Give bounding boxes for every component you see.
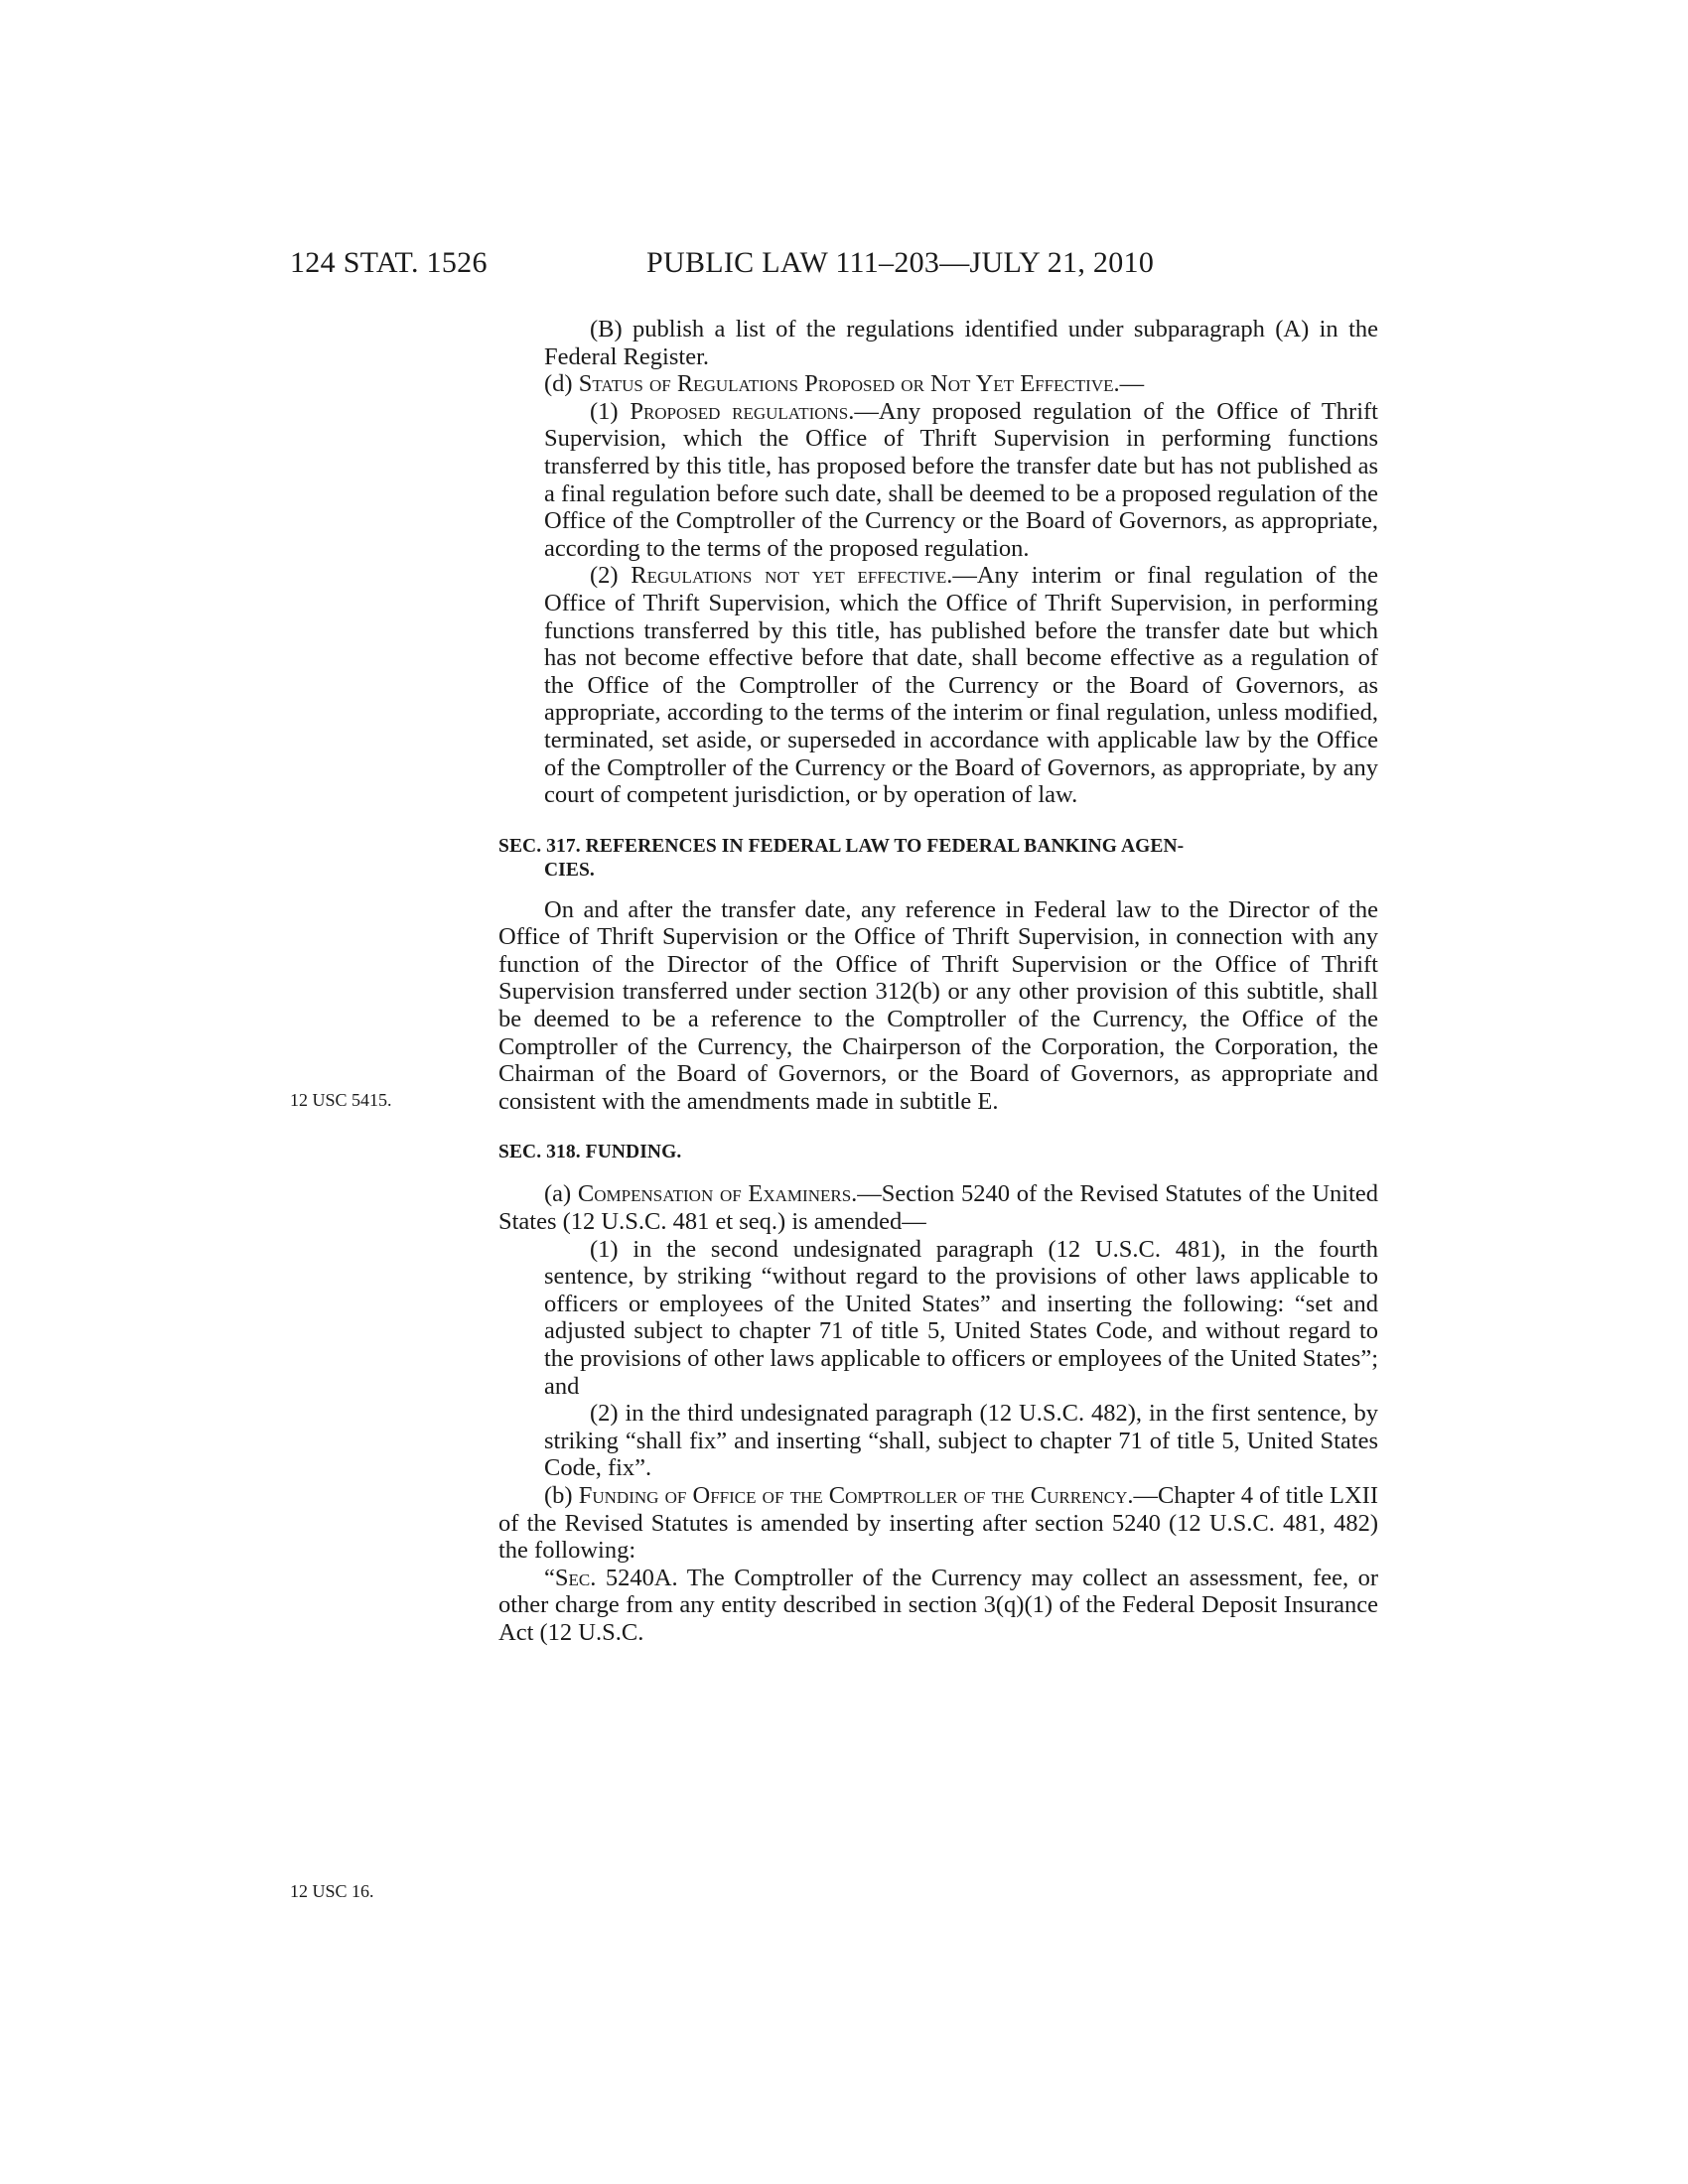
margin-note-usc-5415: 12 USC 5415. [290, 1090, 392, 1110]
paragraph-a1: (1) in the second undesignated paragraph (12 U.S.C. 481), in the fourth sentence, by striking “without regard to the provisions of other laws applicable to officers or employees of the United States” and inserting the following: “set and adjusted subject to chapter 71 of title 5, United States Code, and without regard to the provisions of other laws applicable to officers or employees of the United States”; and [544, 1235, 1378, 1400]
paragraph-d1-heading: Proposed regulations. [630, 397, 855, 425]
paragraph-d2-text: —Any interim or final regulation of the Office of Thrift Supervision, which the Office of Thrift Supervision, in performing functions transferred by this title, has published before the transfer date but which has not become effective before that date, shall become effective as a regulation of the Office of the Comptroller of the Currency or the Board of Governors, as appropriate, according to the terms of the interim or final regulation, unless modified, terminated, set aside, or superseded in accordance with applicable law by the Office of the Comptroller of the Currency or the Board of Governors, as appropriate, by any court of competent jurisdiction, or by operation of law. [544, 562, 1378, 809]
subsection-d-title: Status of Regulations Proposed or Not Yet Effective. [578, 370, 1120, 398]
subsection-a [498, 1180, 1378, 1235]
paragraph-b-publish: (B) publish a list of the regulations identified under subparagraph (A) in the Federal Register. [544, 316, 1378, 370]
section-317-text: On and after the transfer date, any reference in Federal law to the Director of the Office of Thrift Supervision or the Office of Thrift Supervision, in connection with any function of the Director of the Office of Thrift Supervision or the Office of Thrift Supervision transferred under section 312(b) or any other provision of this subtitle, shall be deemed to be a reference to the Comptroller of the Currency, the Office of the Comptroller of the Currency, the Chairperson of the Corporation, the Corporation, the Chairman of the Board of Governors, or the Board of Governors, as appropriate and consistent with the amendments made in subtitle E. [498, 895, 1378, 1115]
subsection-a-label: (a) [544, 1180, 578, 1208]
section-5240a-text [498, 1565, 1378, 1647]
page-header [0, 246, 1688, 286]
margin-note-usc-16: 12 USC 16. [290, 1881, 374, 1901]
subsection-d-label: (d) [544, 370, 579, 398]
paragraph-d2 [544, 562, 1378, 808]
subsection-b-heading: Funding of Office of the Comptroller of the Currency. [578, 1481, 1134, 1509]
section-5240a-label: Sec. 5240A. [554, 1564, 678, 1591]
stat-citation: 124 STAT. 1526 [290, 246, 488, 279]
paragraph-d2-label: (2) [590, 562, 632, 590]
subsection-a-heading: Compensation of Examiners. [577, 1180, 858, 1208]
section-5240a-body: The Comptroller of the Currency may collect an assessment, fee, or other charge from any entity described in section 3(q)(1) of the Federal Deposit Insurance Act (12 U.S.C. [498, 1564, 1379, 1646]
section-318-heading: SEC. 318. FUNDING. [498, 1142, 682, 1163]
paragraph-d2-heading: Regulations not yet effective. [631, 562, 953, 590]
paragraph-d1-label: (1) [590, 397, 631, 425]
subsection-b [498, 1482, 1378, 1565]
section-317-heading-line1: SEC. 317. REFERENCES IN FEDERAL LAW TO FEDERAL BANKING AGEN- [498, 835, 1185, 857]
section-317-heading-line2: CIES. [544, 859, 595, 881]
subsection-b-text: —Chapter 4 of title LXII of the Revised Statutes is amended by inserting after section 5240 (12 U.S.C. 481, 482) the following: [498, 1481, 1378, 1565]
subsection-b-label: (b) [544, 1481, 579, 1509]
section-317-heading [498, 835, 1378, 883]
paragraph-d1-text: —Any proposed regulation of the Office of Thrift Supervision, which the Office of Thrift Supervision in performing functions transferred by this title, has proposed before the transfer date but has not published as a final regulation before such date, shall be deemed to be a proposed regulation of the Office of the Comptroller of the Currency or the Board of Governors, as appropriate, according to the terms of the proposed regulation. [544, 397, 1378, 562]
paragraph-d1 [544, 398, 1378, 563]
law-title: PUBLIC LAW 111–203—JULY 21, 2010 [646, 246, 1155, 279]
body-text [498, 316, 1378, 1647]
subsection-a-text: —Section 5240 of the Revised Statutes of the United States (12 U.S.C. 481 et seq.) is amended— [498, 1180, 1378, 1236]
subsection-d-heading [544, 370, 1378, 398]
subsection-d-dash: — [1119, 370, 1145, 398]
section-5240a-quote: “ [544, 1564, 555, 1591]
paragraph-a2: (2) in the third undesignated paragraph (12 U.S.C. 482), in the first sentence, by striking “shall fix” and inserting “shall, subject to chapter 71 of title 5, United States Code, fix”. [544, 1400, 1378, 1482]
